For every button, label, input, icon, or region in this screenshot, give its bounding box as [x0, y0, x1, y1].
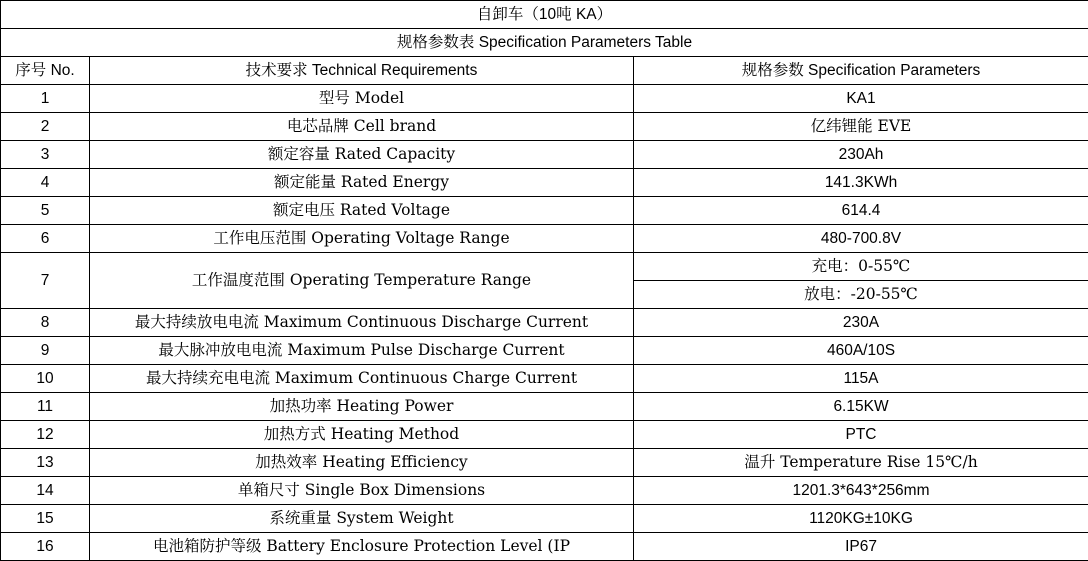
row-parameter[interactable]: 614.4: [634, 197, 1088, 225]
row-no[interactable]: 12: [1, 421, 90, 449]
table-row: [1, 393, 1088, 421]
row-parameter[interactable]: KA1: [634, 85, 1088, 113]
table-row: [1, 253, 1088, 281]
table-row: [1, 337, 1088, 365]
row-requirement[interactable]: 工作电压范围 Operating Voltage Range: [90, 225, 634, 253]
row-no[interactable]: 10: [1, 365, 90, 393]
row-no[interactable]: 5: [1, 197, 90, 225]
table-row: [1, 477, 1088, 505]
row-requirement[interactable]: 加热功率 Heating Power: [90, 393, 634, 421]
row-no[interactable]: 14: [1, 477, 90, 505]
row-requirement[interactable]: 电池箱防护等级 Battery Enclosure Protection Level (IP: [90, 533, 634, 561]
row-parameter[interactable]: 480-700.8V: [634, 225, 1088, 253]
table-row: [1, 197, 1088, 225]
row-parameter[interactable]: 230A: [634, 309, 1088, 337]
row-requirement[interactable]: 型号 Model: [90, 85, 634, 113]
row-requirement[interactable]: 最大脉冲放电电流 Maximum Pulse Discharge Current: [90, 337, 634, 365]
row-requirement[interactable]: 加热方式 Heating Method: [90, 421, 634, 449]
table-row: [1, 449, 1088, 477]
table-row: [1, 225, 1088, 253]
row-requirement[interactable]: 最大持续充电电流 Maximum Continuous Charge Current: [90, 365, 634, 393]
row-parameter-charge[interactable]: 充电：0-55℃: [634, 253, 1088, 281]
row-no[interactable]: 2: [1, 113, 90, 141]
row-requirement[interactable]: 额定电压 Rated Voltage: [90, 197, 634, 225]
row-requirement[interactable]: 最大持续放电电流 Maximum Continuous Discharge Current: [90, 309, 634, 337]
table-row: [1, 309, 1088, 337]
table-row: [1, 365, 1088, 393]
row-parameter-discharge[interactable]: 放电：-20-55℃: [634, 281, 1088, 309]
row-requirement[interactable]: 单箱尺寸 Single Box Dimensions: [90, 477, 634, 505]
row-requirement[interactable]: 额定能量 Rated Energy: [90, 169, 634, 197]
row-no[interactable]: 13: [1, 449, 90, 477]
row-parameter[interactable]: 460A/10S: [634, 337, 1088, 365]
table-row: [1, 421, 1088, 449]
header-parameter[interactable]: 规格参数 Specification Parameters: [634, 57, 1088, 85]
subtitle-row: [1, 29, 1088, 57]
row-no[interactable]: 3: [1, 141, 90, 169]
row-no[interactable]: 8: [1, 309, 90, 337]
table-row: [1, 533, 1088, 561]
row-parameter[interactable]: IP67: [634, 533, 1088, 561]
row-parameter[interactable]: 141.3KWh: [634, 169, 1088, 197]
row-no[interactable]: 11: [1, 393, 90, 421]
row-parameter[interactable]: 115A: [634, 365, 1088, 393]
row-no[interactable]: 6: [1, 225, 90, 253]
row-parameter[interactable]: PTC: [634, 421, 1088, 449]
row-no[interactable]: 9: [1, 337, 90, 365]
row-parameter[interactable]: 亿纬锂能 EVE: [634, 113, 1088, 141]
table-subtitle[interactable]: 规格参数表 Specification Parameters Table: [1, 29, 1088, 57]
table-row: [1, 113, 1088, 141]
table-row: [1, 85, 1088, 113]
row-parameter[interactable]: 1120KG±10KG: [634, 505, 1088, 533]
header-row: [1, 57, 1088, 85]
title-row: [1, 1, 1088, 29]
row-requirement[interactable]: 加热效率 Heating Efficiency: [90, 449, 634, 477]
row-no[interactable]: 4: [1, 169, 90, 197]
table-title[interactable]: 自卸车（10吨 KA）: [1, 1, 1088, 29]
table-row: [1, 505, 1088, 533]
header-no[interactable]: 序号 No.: [1, 57, 90, 85]
table-row: [1, 141, 1088, 169]
row-requirement[interactable]: 工作温度范围 Operating Temperature Range: [90, 253, 634, 309]
row-parameter[interactable]: 230Ah: [634, 141, 1088, 169]
row-requirement[interactable]: 电芯品牌 Cell brand: [90, 113, 634, 141]
row-requirement[interactable]: 额定容量 Rated Capacity: [90, 141, 634, 169]
row-no[interactable]: 15: [1, 505, 90, 533]
header-requirement[interactable]: 技术要求 Technical Requirements: [90, 57, 634, 85]
row-parameter[interactable]: 1201.3*643*256mm: [634, 477, 1088, 505]
row-no[interactable]: 7: [1, 253, 90, 309]
row-no[interactable]: 16: [1, 533, 90, 561]
table-row: [1, 169, 1088, 197]
row-parameter[interactable]: 6.15KW: [634, 393, 1088, 421]
row-requirement[interactable]: 系统重量 System Weight: [90, 505, 634, 533]
row-parameter[interactable]: 温升 Temperature Rise 15℃/h: [634, 449, 1088, 477]
row-no[interactable]: 1: [1, 85, 90, 113]
